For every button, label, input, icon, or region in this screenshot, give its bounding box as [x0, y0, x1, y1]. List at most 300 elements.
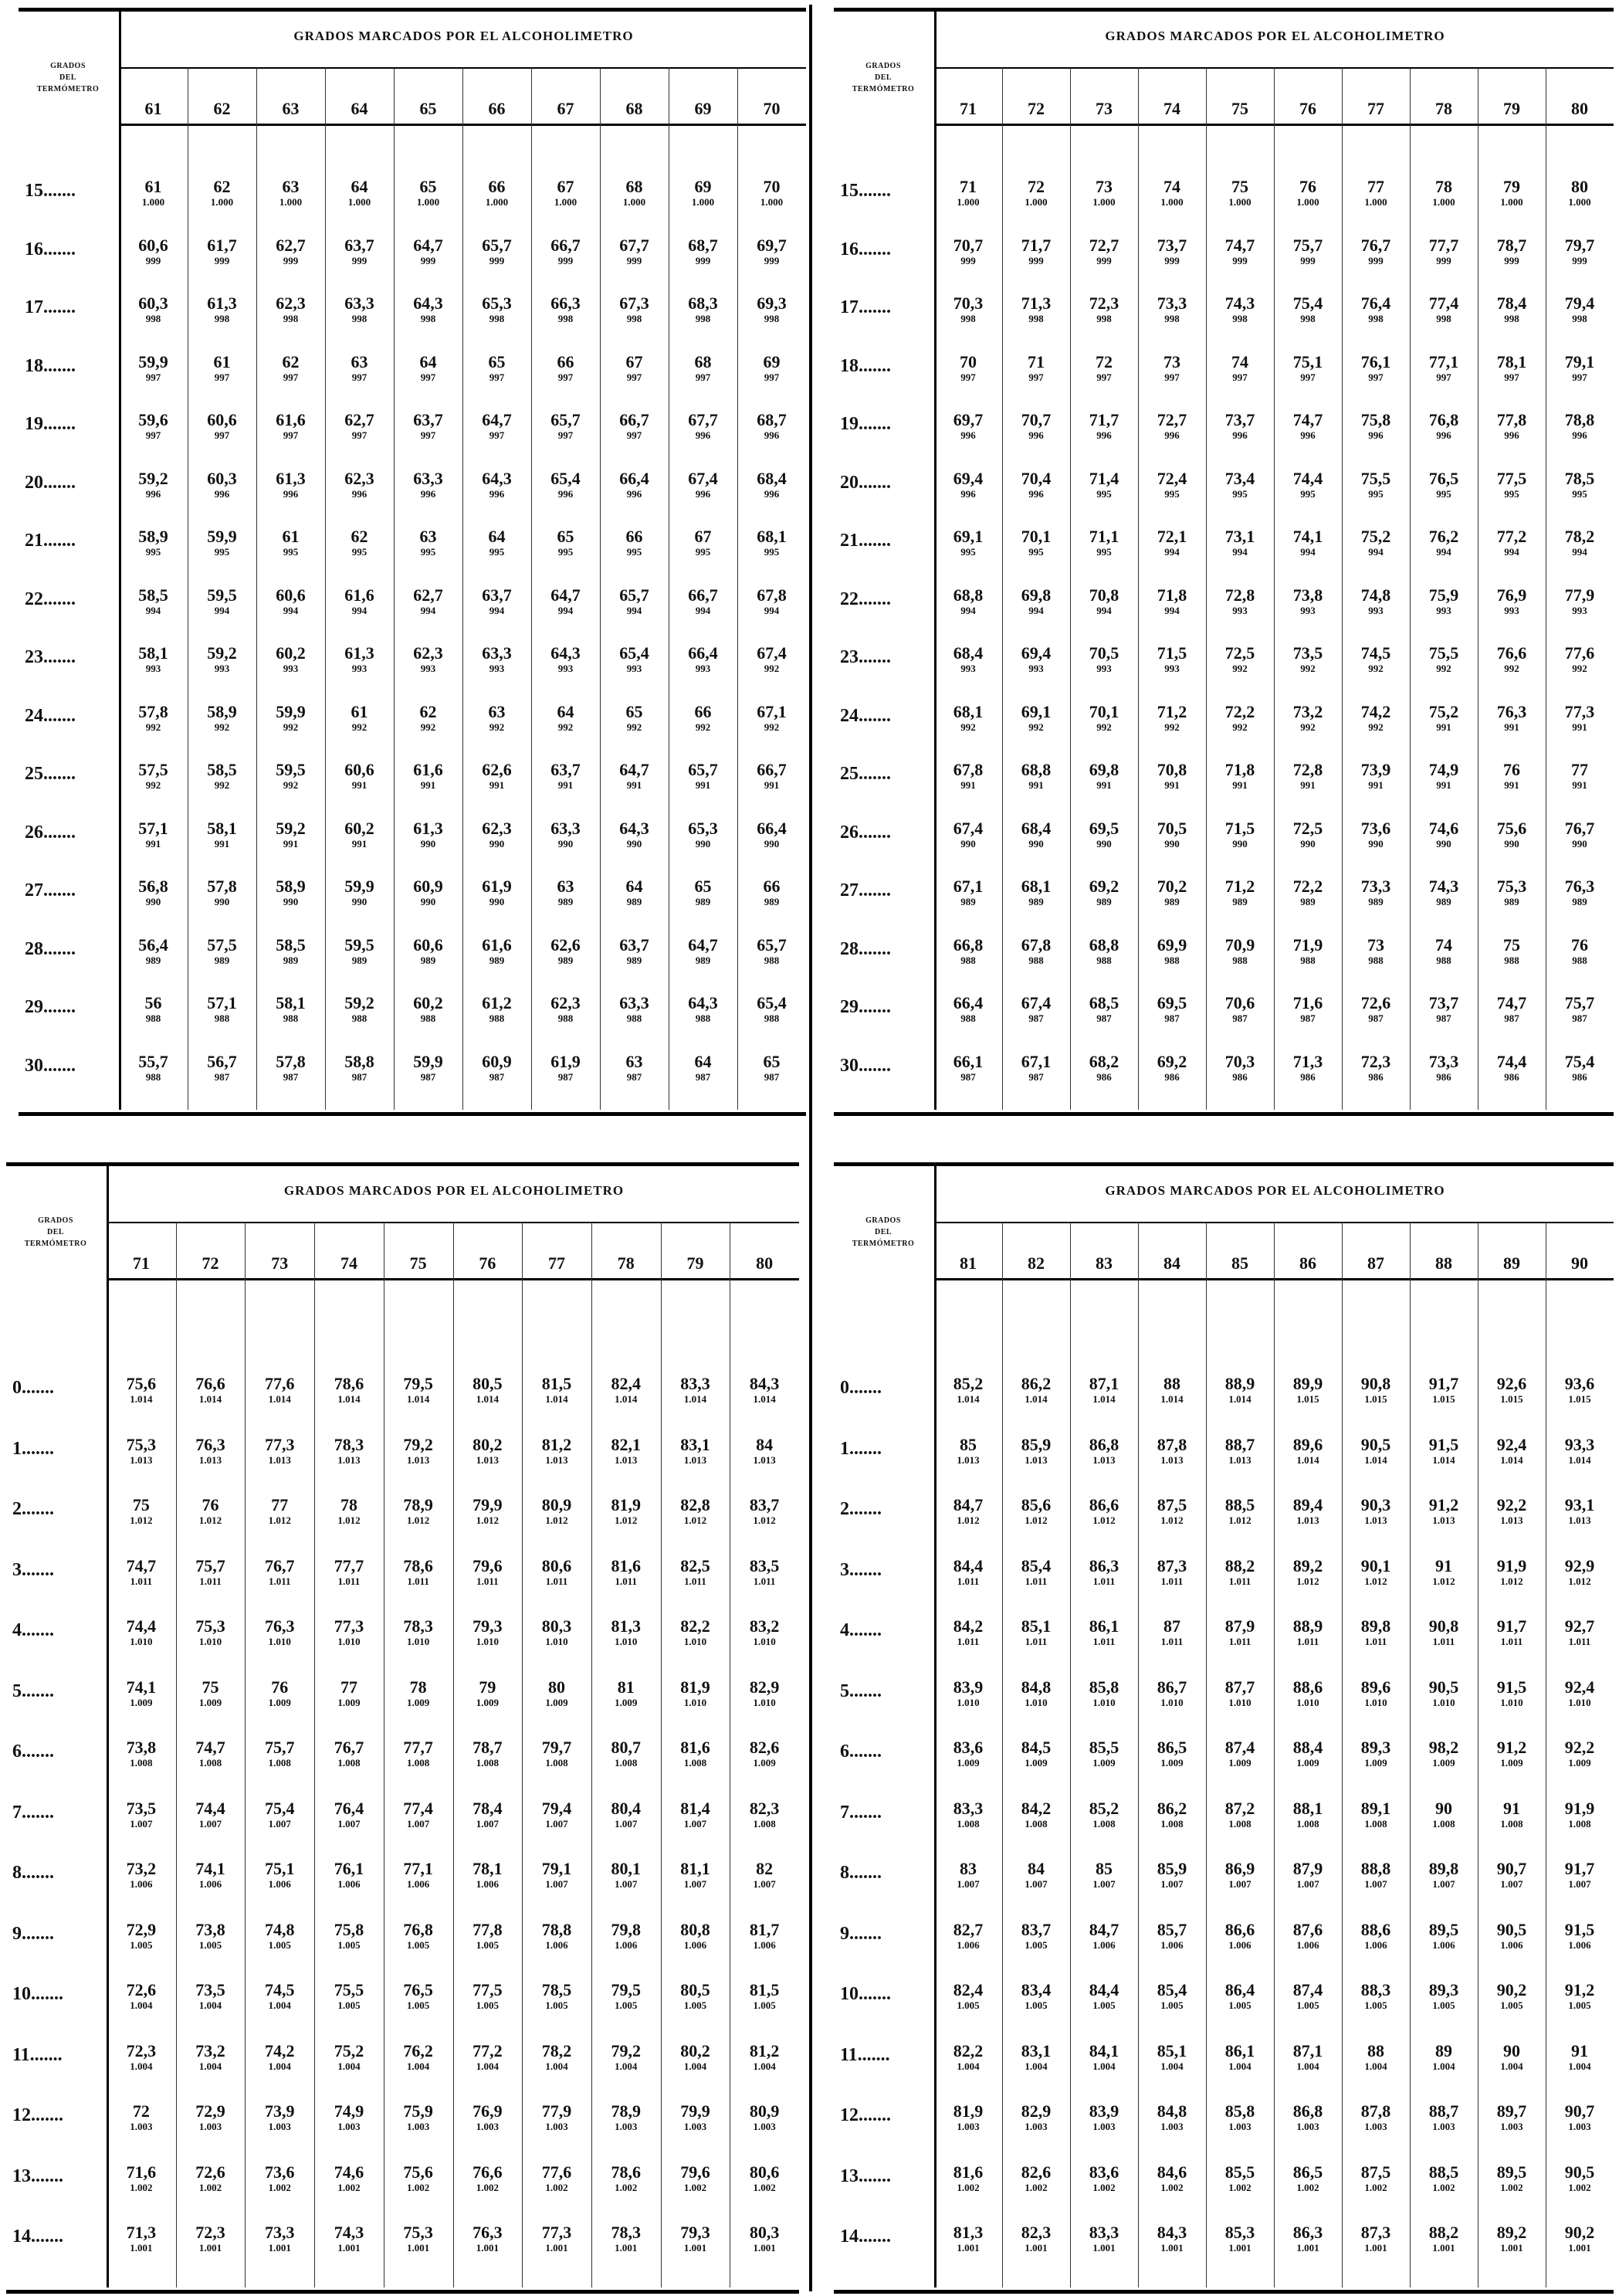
- cell-density-value: 990: [214, 896, 230, 907]
- cell-density-value: 1.007: [1432, 1878, 1455, 1890]
- table-cell: [314, 1678, 384, 1709]
- table-cell: [325, 819, 394, 850]
- cell-density-value: 1.001: [476, 2242, 499, 2254]
- table-cell: [934, 1436, 1002, 1467]
- cell-degree-value: 71,3: [1292, 1051, 1323, 1071]
- table-cell: [188, 411, 256, 442]
- cell-density-value: 986: [1096, 1070, 1112, 1083]
- cell-density-value: 1.010: [683, 1696, 707, 1708]
- cell-density-value: 999: [626, 254, 642, 266]
- cell-degree-value: 69,3: [757, 293, 787, 313]
- column-header: 72: [1028, 99, 1045, 118]
- cell-density-value: 1.007: [1092, 1878, 1116, 1890]
- cell-degree-value: 89,3: [1428, 1980, 1459, 1999]
- cell-density-value: 1.011: [753, 1575, 776, 1587]
- table-cell: [600, 586, 669, 617]
- table-cell: [256, 178, 325, 209]
- cell-degree-value: 73,4: [1224, 468, 1255, 488]
- cell-degree-value: 67,1: [757, 701, 787, 721]
- row-label-temperature: 2.......: [12, 1499, 54, 1519]
- table-cell: [661, 2102, 730, 2133]
- table-cell: [934, 761, 1002, 792]
- cell-degree-value: 79,4: [541, 1798, 572, 1818]
- cell-degree-value: 72,5: [1292, 818, 1323, 838]
- cell-degree-value: 84,6: [1157, 2162, 1187, 2182]
- cell-degree-value: 79,7: [1564, 235, 1595, 255]
- table-cell: [934, 1860, 1002, 1891]
- table-cell: [1546, 353, 1614, 384]
- cell-degree-value: 71: [1028, 351, 1045, 371]
- table-cell: [325, 527, 394, 558]
- table-cell: [1342, 1496, 1410, 1527]
- cell-density-value: 1.001: [545, 2242, 568, 2254]
- thermometer-degrees-label: [6, 1215, 105, 1250]
- cell-density-value: 996: [764, 487, 780, 500]
- cell-density-value: 1.012: [683, 1514, 707, 1526]
- row-label-temperature: 15.......: [840, 181, 891, 201]
- cell-degree-value: 75,1: [1292, 351, 1323, 371]
- cell-degree-value: 88: [1367, 2040, 1384, 2060]
- cell-degree-value: 82,3: [1021, 2223, 1052, 2242]
- cell-degree-value: 78,9: [611, 2101, 641, 2121]
- table-cell: [1410, 353, 1478, 384]
- cell-density-value: 1.007: [1568, 1878, 1591, 1890]
- table-cell: [1478, 527, 1546, 558]
- table-cell: [1410, 1738, 1478, 1769]
- cell-density-value: 990: [1164, 837, 1180, 850]
- cell-degree-value: 76,7: [334, 1738, 364, 1757]
- table-cell: [1206, 1860, 1274, 1891]
- cell-density-value: 999: [1436, 254, 1451, 266]
- table-cell: [1478, 1496, 1546, 1527]
- table-cell: [522, 2102, 591, 2133]
- table-cell: [1342, 2102, 1410, 2133]
- cell-degree-value: 76,8: [1428, 410, 1459, 429]
- cell-density-value: 987: [1232, 1012, 1248, 1024]
- cell-density-value: 1.010: [1296, 1696, 1319, 1708]
- cell-degree-value: 74: [1435, 934, 1452, 955]
- table-cell: [1546, 2163, 1614, 2194]
- table-cell: [1342, 586, 1410, 617]
- cell-density-value: 1.011: [476, 1575, 499, 1587]
- cell-density-value: 1.009: [615, 1696, 638, 1708]
- table-cell: [1410, 1436, 1478, 1467]
- table-cell: [107, 2102, 176, 2133]
- cell-density-value: 991: [626, 779, 642, 791]
- cell-density-value: 1.006: [1568, 1938, 1591, 1951]
- cell-density-value: 1.009: [407, 1696, 430, 1708]
- table-cell: [1478, 644, 1546, 675]
- cell-density-value: 1.007: [957, 1878, 980, 1890]
- table-cell: [176, 1678, 246, 1709]
- cell-degree-value: 69,7: [953, 410, 984, 429]
- cell-degree-value: 98,2: [1428, 1738, 1459, 1757]
- table-cell: [384, 2163, 453, 2194]
- table-cell: [600, 703, 669, 734]
- cell-degree-value: 74,9: [334, 2101, 364, 2121]
- table-cell: [1274, 1375, 1342, 1406]
- cell-density-value: 1.002: [753, 2181, 776, 2193]
- cell-density-value: 1.011: [199, 1575, 222, 1587]
- cell-density-value: 1.008: [753, 1817, 776, 1830]
- cell-density-value: 998: [764, 313, 780, 324]
- cell-degree-value: 63: [351, 351, 368, 371]
- cell-density-value: 1.006: [130, 1878, 153, 1890]
- cell-density-value: 995: [557, 546, 574, 558]
- cell-degree-value: 77,6: [541, 2162, 572, 2182]
- cell-degree-value: 83,3: [1089, 2223, 1119, 2242]
- cell-density-value: 989: [283, 954, 299, 966]
- cell-density-value: 991: [214, 837, 230, 850]
- row-label-temperature: 21.......: [25, 531, 76, 551]
- cell-density-value: 1.010: [1160, 1696, 1184, 1708]
- table-cell: [1070, 819, 1138, 850]
- cell-density-value: 1.006: [1432, 1938, 1455, 1951]
- cell-degree-value: 73,6: [1360, 818, 1391, 838]
- table-cell: [188, 994, 256, 1025]
- cell-degree-value: 91,2: [1428, 1495, 1459, 1514]
- table-cell: [325, 761, 394, 792]
- cell-degree-value: 75: [1231, 177, 1248, 196]
- cell-degree-value: 58,5: [138, 585, 168, 605]
- cell-degree-value: 82,5: [680, 1555, 710, 1575]
- cell-degree-value: 66,7: [619, 410, 649, 429]
- cell-degree-value: 68,3: [688, 293, 718, 313]
- table-cell: [1546, 178, 1614, 209]
- table-cell: [462, 411, 531, 442]
- cell-degree-value: 64,3: [482, 468, 512, 488]
- cell-density-value: 997: [1368, 371, 1384, 383]
- cell-degree-value: 69: [763, 351, 781, 371]
- cell-density-value: 1.000: [1364, 196, 1387, 208]
- cell-degree-value: 61: [282, 527, 300, 546]
- thermometer-degrees-label: [19, 60, 117, 95]
- table-cell: [1138, 1860, 1206, 1891]
- table-cell: [462, 994, 531, 1025]
- cell-degree-value: 88,6: [1360, 1919, 1391, 1939]
- table-cell: [669, 527, 737, 558]
- row-label-temperature: 7.......: [840, 1802, 882, 1823]
- cell-degree-value: 85,1: [1021, 1616, 1052, 1636]
- table-cell: [1070, 2163, 1138, 2194]
- table-cell: [1138, 2223, 1206, 2254]
- cell-degree-value: 71,2: [1224, 877, 1255, 896]
- table-cell: [1546, 1436, 1614, 1467]
- cell-density-value: 987: [1096, 1012, 1112, 1024]
- cell-density-value: 1.013: [545, 1453, 568, 1466]
- row-label-temperature: 4.......: [12, 1620, 54, 1640]
- cell-degree-value: 89,2: [1496, 2223, 1527, 2242]
- cell-degree-value: 79,3: [680, 2223, 710, 2242]
- cell-degree-value: 87,5: [1360, 2162, 1391, 2182]
- cell-density-value: 1.005: [1432, 1999, 1455, 2011]
- table-cell: [1546, 470, 1614, 500]
- cell-degree-value: 57,8: [207, 877, 237, 896]
- cell-degree-value: 65: [625, 701, 643, 721]
- cell-degree-value: 91,2: [1496, 1738, 1527, 1757]
- row-label-temperature: 28.......: [25, 938, 76, 959]
- cell-degree-value: 64: [557, 701, 574, 721]
- cell-degree-value: 59,5: [276, 760, 306, 779]
- cell-degree-value: 75: [132, 1495, 150, 1514]
- cell-degree-value: 79,5: [611, 1980, 641, 1999]
- cell-degree-value: 91,7: [1564, 1859, 1595, 1878]
- table-cell: [1070, 1436, 1138, 1467]
- cell-degree-value: 62,6: [482, 760, 512, 779]
- cell-degree-value: 79,8: [611, 1919, 641, 1939]
- cell-degree-value: 77,7: [1428, 235, 1459, 255]
- cell-density-value: 986: [1572, 1070, 1587, 1083]
- table-cell: [1410, 1375, 1478, 1406]
- table-cell: [737, 411, 806, 442]
- cell-degree-value: 61,9: [482, 877, 512, 896]
- table-cell: [1546, 1557, 1614, 1588]
- cell-density-value: 993: [1096, 663, 1112, 674]
- cell-density-value: 1.004: [1160, 2060, 1184, 2072]
- cell-density-value: 987: [283, 1070, 299, 1083]
- stub-boundary-line: [107, 1278, 109, 2288]
- table-cell: [453, 2163, 523, 2194]
- cell-degree-value: 74,1: [195, 1859, 225, 1878]
- table-cell: [522, 1921, 591, 1952]
- table-cell: [1274, 2163, 1342, 2194]
- cell-degree-value: 73,8: [126, 1738, 157, 1757]
- cell-density-value: 1.008: [1364, 1817, 1387, 1830]
- cell-density-value: 1.000: [691, 196, 715, 208]
- cell-density-value: 992: [145, 779, 161, 791]
- table-cell: [1546, 1617, 1614, 1648]
- table-cell: [600, 936, 669, 967]
- cell-degree-value: 76: [1571, 934, 1588, 955]
- bottom-rule: [834, 1112, 1614, 1116]
- cell-density-value: 991: [1300, 779, 1316, 791]
- table-cell: [661, 1799, 730, 1830]
- table-cell: [1002, 411, 1070, 442]
- cell-degree-value: 85,2: [953, 1374, 984, 1393]
- cell-density-value: 990: [351, 896, 367, 907]
- cell-density-value: 999: [1028, 254, 1044, 266]
- cell-density-value: 989: [420, 954, 436, 966]
- table-cell: [934, 1557, 1002, 1588]
- cell-density-value: 997: [1028, 371, 1044, 383]
- cell-degree-value: 60,3: [207, 468, 237, 488]
- cell-degree-value: 87,3: [1360, 2223, 1391, 2242]
- table-cell: [462, 644, 531, 675]
- cell-degree-value: 81,3: [953, 2223, 984, 2242]
- table-cell: [453, 1981, 523, 2012]
- cell-density-value: 998: [626, 313, 642, 324]
- table-cell: [1478, 703, 1546, 734]
- cell-degree-value: 83,7: [1021, 1919, 1052, 1939]
- cell-density-value: 1.007: [1296, 1878, 1319, 1890]
- table-cell: [1546, 2042, 1614, 2073]
- row-label-temperature: 17.......: [840, 297, 891, 317]
- cell-density-value: 1.003: [1296, 2121, 1319, 2132]
- table-cell: [1138, 936, 1206, 967]
- cell-density-value: 996: [1300, 429, 1316, 441]
- cell-degree-value: 87,2: [1224, 1798, 1255, 1818]
- cell-density-value: 1.005: [130, 1938, 153, 1951]
- cell-density-value: 989: [1096, 896, 1112, 907]
- cell-degree-value: 58,1: [276, 993, 306, 1012]
- cell-degree-value: 60,6: [413, 934, 443, 955]
- table-cell: [1342, 761, 1410, 792]
- cell-degree-value: 76,6: [472, 2162, 503, 2182]
- table-cell: [1274, 819, 1342, 850]
- cell-density-value: 995: [764, 546, 780, 558]
- table-cell: [730, 1496, 799, 1527]
- cell-density-value: 1.012: [1025, 1514, 1048, 1526]
- cell-density-value: 992: [283, 779, 299, 791]
- cell-degree-value: 88,1: [1292, 1798, 1323, 1818]
- cell-degree-value: 92,4: [1496, 1434, 1527, 1454]
- cell-density-value: 995: [626, 546, 642, 558]
- row-label-temperature: 22.......: [25, 588, 76, 609]
- cell-density-value: 1.000: [347, 196, 371, 208]
- table-cell: [188, 353, 256, 384]
- row-label-temperature: 23.......: [840, 647, 891, 667]
- cell-density-value: 992: [1096, 721, 1112, 733]
- table-cell: [188, 936, 256, 967]
- cell-density-value: 1.000: [210, 196, 234, 208]
- table-cell: [1342, 236, 1410, 267]
- table-cell: [453, 1375, 523, 1406]
- cell-degree-value: 83,1: [1021, 2040, 1052, 2060]
- cell-density-value: 996: [1164, 429, 1180, 441]
- table-cell: [591, 2163, 661, 2194]
- cell-density-value: 997: [214, 429, 230, 441]
- cell-density-value: 993: [145, 663, 161, 674]
- table-cell: [119, 236, 188, 267]
- cell-density-value: 997: [557, 371, 574, 383]
- cell-degree-value: 85,7: [1157, 1919, 1187, 1939]
- cell-density-value: 1.011: [684, 1575, 706, 1587]
- row-label-temperature: 29.......: [25, 997, 76, 1017]
- row-label-temperature: 19.......: [25, 414, 76, 434]
- table-cell: [1546, 1496, 1614, 1527]
- table-cell: [453, 1436, 523, 1467]
- table-panel-top-left: [19, 8, 806, 1116]
- table-cell: [176, 1436, 246, 1467]
- cell-degree-value: 77,7: [403, 1738, 433, 1757]
- row-label-temperature: 16.......: [840, 239, 891, 259]
- cell-degree-value: 91,7: [1428, 1374, 1459, 1393]
- cell-degree-value: 60,6: [207, 410, 237, 429]
- table-cell: [1002, 644, 1070, 675]
- cell-degree-value: 72,9: [195, 2101, 225, 2121]
- table-cell: [737, 819, 806, 850]
- table-cell: [1070, 703, 1138, 734]
- table-cell: [1206, 1921, 1274, 1952]
- cell-density-value: 1.012: [130, 1514, 153, 1526]
- cell-degree-value: 64,7: [482, 410, 512, 429]
- cell-density-value: 1.006: [1228, 1938, 1252, 1951]
- cell-degree-value: 60,2: [276, 643, 306, 663]
- cell-density-value: 999: [214, 254, 230, 266]
- cell-degree-value: 77,6: [1564, 643, 1595, 663]
- cell-degree-value: 75,2: [1360, 527, 1391, 546]
- cell-density-value: 989: [960, 896, 976, 907]
- cell-density-value: 1.005: [476, 1938, 499, 1951]
- table-cell: [256, 644, 325, 675]
- table-cell: [245, 1496, 314, 1527]
- cell-density-value: 1.004: [1025, 2060, 1048, 2072]
- cell-density-value: 1.002: [545, 2181, 568, 2193]
- cell-density-value: 1.012: [1500, 1575, 1523, 1587]
- cell-degree-value: 65,7: [550, 410, 581, 429]
- cell-density-value: 999: [557, 254, 574, 266]
- table-cell: [737, 353, 806, 384]
- cell-degree-value: 74: [1163, 177, 1180, 196]
- table-cell: [1138, 1436, 1206, 1467]
- cell-density-value: 1.010: [753, 1636, 776, 1647]
- cell-degree-value: 70,8: [1157, 760, 1187, 779]
- table-cell: [462, 1053, 531, 1084]
- cell-density-value: 1.011: [1568, 1636, 1591, 1647]
- cell-density-value: 997: [626, 371, 642, 383]
- cell-density-value: 995: [489, 546, 505, 558]
- cell-density-value: 999: [145, 254, 161, 266]
- table-cell: [531, 1053, 600, 1084]
- cell-density-value: 997: [1572, 371, 1587, 383]
- cell-degree-value: 59,6: [138, 410, 168, 429]
- table-cell: [1342, 1375, 1410, 1406]
- table-cell: [1002, 2102, 1070, 2133]
- table-cell: [1410, 1981, 1478, 2012]
- cell-density-value: 987: [420, 1070, 436, 1083]
- cell-degree-value: 81,9: [611, 1495, 641, 1514]
- table-cell: [188, 586, 256, 617]
- cell-degree-value: 91,9: [1496, 1555, 1527, 1575]
- row-label-temperature: 24.......: [25, 705, 76, 726]
- table-cell: [1478, 1375, 1546, 1406]
- cell-degree-value: 71,4: [1089, 468, 1119, 488]
- table-cell: [1342, 353, 1410, 384]
- column-header: 82: [1028, 1253, 1045, 1273]
- cell-degree-value: 75,9: [403, 2101, 433, 2121]
- cell-density-value: 1.011: [1296, 1636, 1319, 1647]
- cell-density-value: 1.001: [683, 2242, 707, 2254]
- cell-degree-value: 87,4: [1292, 1980, 1323, 1999]
- cell-degree-value: 81,3: [611, 1616, 641, 1636]
- header-title: GRADOS MARCADOS POR EL ALCOHOLIMETRO: [293, 29, 634, 43]
- cell-degree-value: 75,7: [1564, 993, 1595, 1012]
- cell-density-value: 1.005: [1500, 1999, 1523, 2011]
- table-cell: [1546, 1921, 1614, 1952]
- cell-degree-value: 89,9: [1292, 1374, 1323, 1393]
- table-cell: [1478, 1557, 1546, 1588]
- cell-degree-value: 85,9: [1157, 1859, 1187, 1878]
- row-label-temperature: 13.......: [12, 2165, 63, 2186]
- cell-degree-value: 64,3: [688, 993, 718, 1012]
- table-cell: [1342, 703, 1410, 734]
- cell-degree-value: 74,2: [1360, 701, 1391, 721]
- cell-degree-value: 60,3: [138, 293, 168, 313]
- cell-density-value: 998: [1368, 313, 1384, 324]
- cell-density-value: 994: [214, 604, 230, 616]
- cell-degree-value: 77,4: [1428, 293, 1459, 313]
- cell-degree-value: 65: [557, 527, 574, 546]
- cell-degree-value: 61,2: [482, 993, 512, 1012]
- table-cell: [462, 178, 531, 209]
- cell-degree-value: 63: [282, 177, 300, 196]
- cell-density-value: 1.007: [1500, 1878, 1523, 1890]
- table-cell: [1274, 1557, 1342, 1588]
- cell-degree-value: 74,7: [126, 1555, 157, 1575]
- cell-degree-value: 82,4: [953, 1980, 984, 1999]
- cell-degree-value: 62: [351, 527, 368, 546]
- cell-density-value: 1.010: [1500, 1696, 1523, 1708]
